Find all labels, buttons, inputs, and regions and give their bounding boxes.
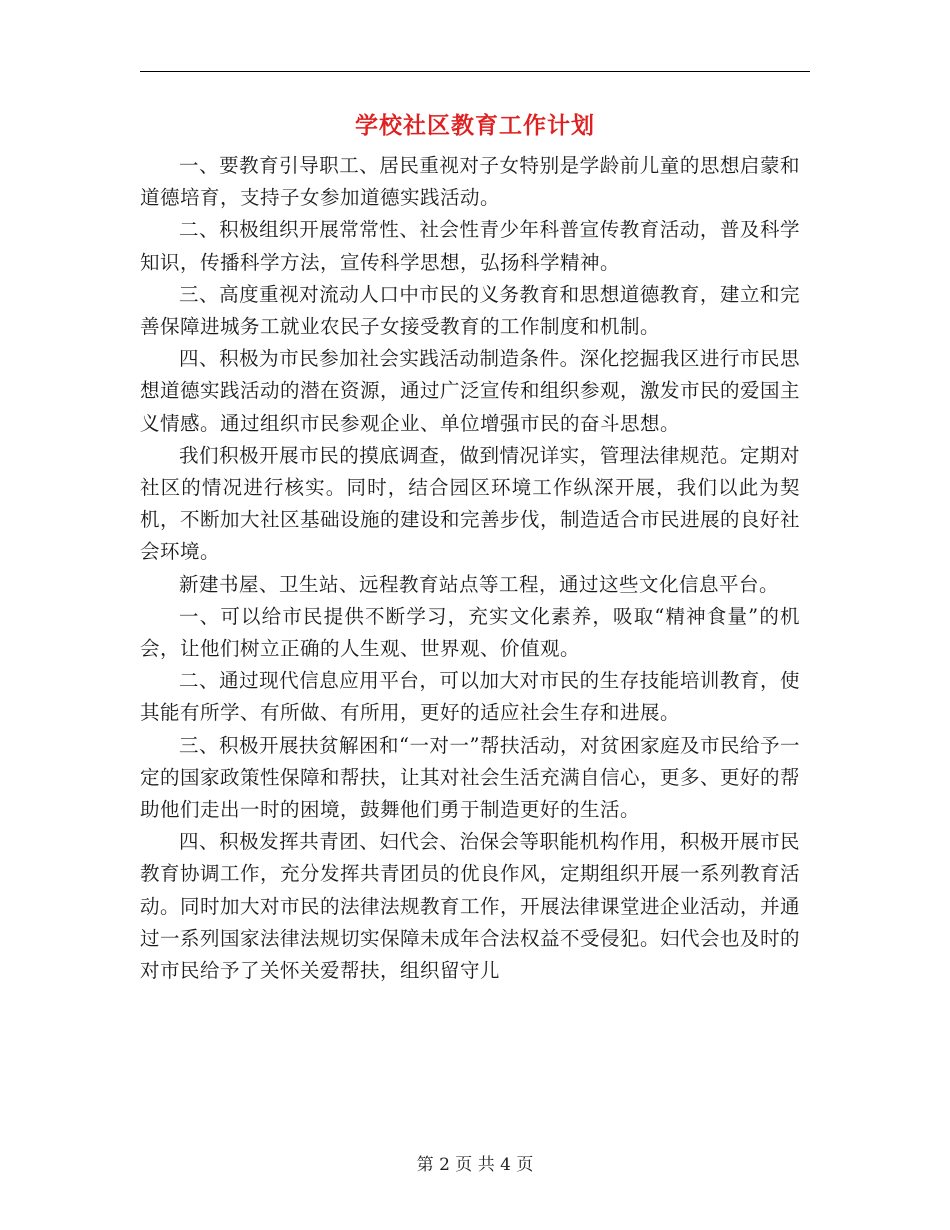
paragraph-6: 新建书屋、卫生站、远程教育站点等工程，通过这些文化信息平台。 [179,572,780,596]
paragraph-4: 四、积极为市民参加社会实践活动制造条件。深化挖掘我区进行市民思想道德实践活动的潜在资源，通过广泛宣传和组织参观，激发市民的爱国主义情感。通过组织市民参观企业、单位增强市民的奋斗思想。 [140,347,801,435]
paragraph-9: 三、积极开展扶贫解困和“一对一”帮扶活动，对贫困家庭及市民给予一定的国家政策性保障和帮扶，让其对社会生活充满自信心，更多、更好的帮助他们走出一时的困境，鼓舞他们勇于制造更好的生活。 [140,733,801,822]
page-number-footer: 第 2 页 共 4 页 [416,1155,534,1175]
paragraph-2: 二、积极组织开展常常性、社会性青少年科普宣传教育活动，普及科学知识，传播科学方法，宣传科学思想，弘扬科学精神。 [140,218,800,274]
document-title: 学校社区教育工作计划 [355,113,595,139]
document-body [140,150,800,987]
paragraph-7: 一、可以给市民提供不断学习，充实文化素养，吸取“精神食量”的机会，让他们树立正确的人生观、世界观、价值观。 [140,604,800,661]
paragraph-5: 我们积极开展市民的摸底调查，做到情况详实，管理法律规范。定期对社区的情况进行核实。同时，结合园区环境工作纵深开展，我们以此为契机，不断加大社区基础设施的建设和完善步伐，制造适合市民进展的良好社会环境。 [140,443,801,564]
paragraph-10: 四、积极发挥共青团、妇代会、治保会等职能机构作用，积极开展市民教育协调工作，充分发挥共青团员的优良作风，定期组织开展一系列教育活动。同时加大对市民的法律法规教育工作，开展法律课堂进企业活动，并通过一系列国家法律法规切实保障未成年合法权益不受侵犯。妇代会也及时的对市民给予了关怀关爱帮扶，组织留守儿 [140,830,801,983]
header-rule [140,71,810,72]
paragraph-3: 三、高度重视对流动人口中市民的义务教育和思想道德教育，建立和完善保障进城务工就业农民子女接受教育的工作制度和机制。 [140,282,800,339]
paragraph-8: 二、通过现代信息应用平台，可以加大对市民的生存技能培训教育，使其能有所学、有所做、有所用，更好的适应社会生存和进展。 [140,669,800,725]
paragraph-1: 一、要教育引导职工、居民重视对子女特别是学龄前儿童的思想启蒙和道德培育，支持子女参加道德实践活动。 [140,154,800,210]
